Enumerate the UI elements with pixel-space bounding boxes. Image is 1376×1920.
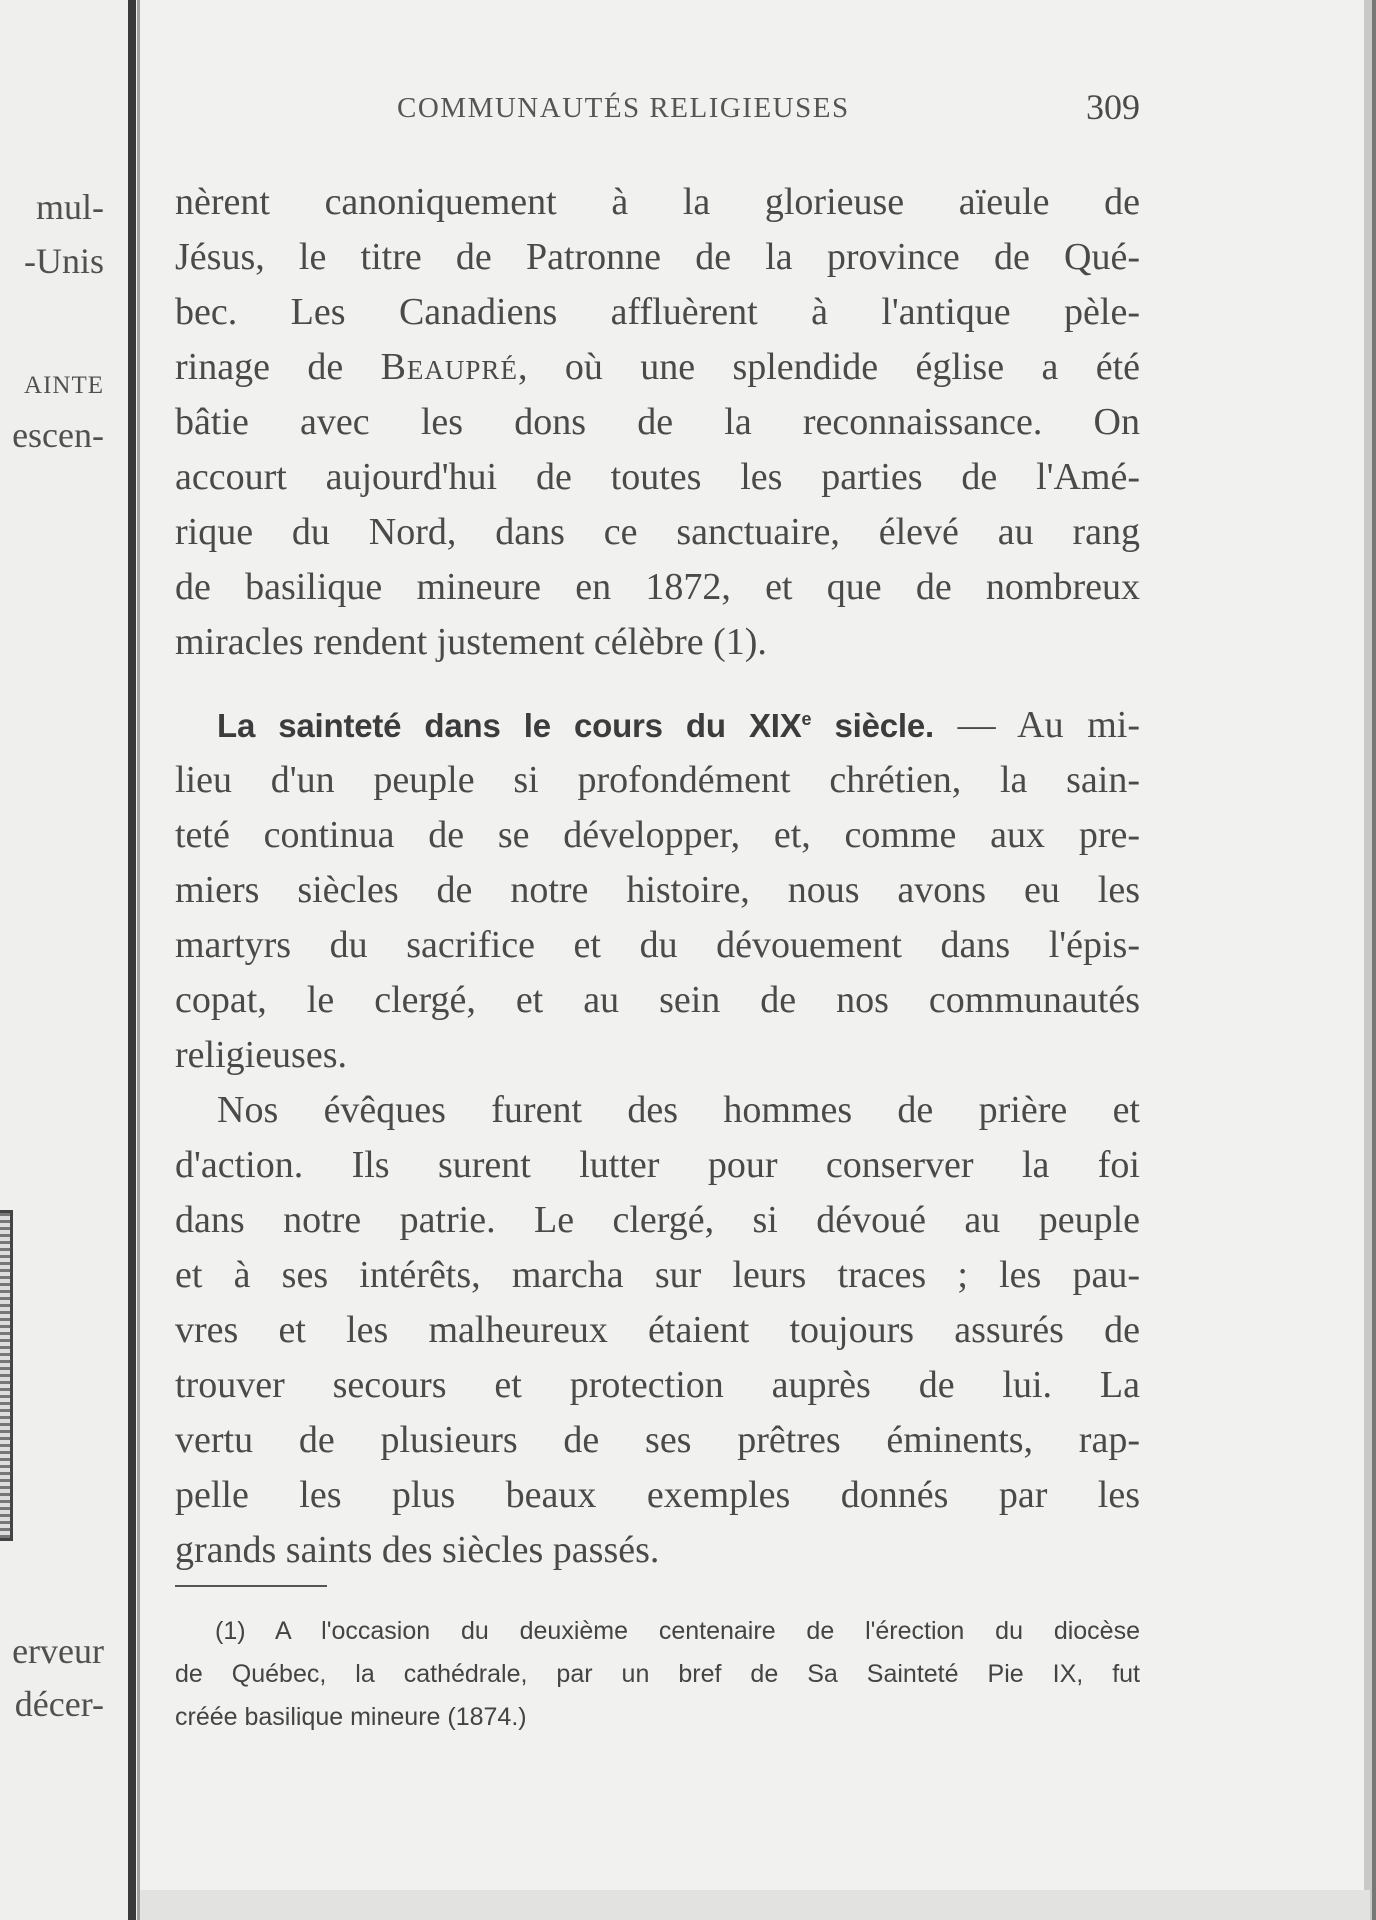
place-name: Beaupré: [380, 346, 518, 388]
text-line: pelle les plus beaux exemples donnés par les: [175, 1474, 1140, 1516]
text-line: grands saints des siècles passés.: [175, 1529, 660, 1571]
left-fragment: AINTE: [24, 372, 104, 399]
text-line: de basilique mineure en 1872, et que de nombreux: [175, 566, 1140, 608]
footnote: [175, 1610, 1140, 1739]
footnote-line: de Québec, la cathédrale, par un bref de Sa Sainteté Pie IX, fut: [175, 1660, 1140, 1688]
text-line: lieu d'un peuple si profondément chrétien, la sain-: [175, 759, 1140, 801]
text-line: rinage de Beaupré, où une splendide église a été: [175, 346, 1141, 388]
text-line: miracles rendent justement célèbre (1).: [175, 621, 767, 663]
text-line: religieuses.: [175, 1034, 348, 1076]
text-line: teté continua de se développer, et, comme aux pre-: [175, 814, 1140, 856]
text-line: trouver secours et protection auprès de lui. La: [175, 1364, 1140, 1406]
footnote-line: (1) A l'occasion du deuxième centenaire de l'érection du diocèse: [215, 1617, 1140, 1645]
left-fragment: escen-: [12, 415, 104, 455]
text-line: copat, le clergé, et au sein de nos communautés: [175, 979, 1140, 1021]
text-line: et à ses intérêts, marcha sur leurs traces ; les pau-: [175, 1254, 1140, 1296]
text-line: Nos évêques furent des hommes de prière et: [217, 1089, 1140, 1131]
text-line: La sainteté dans le cours du XIXe siècle. — Au mi-: [217, 704, 1140, 746]
text-line: miers siècles de notre histoire, nous avons eu les: [175, 869, 1140, 911]
text-line: rique du Nord, dans ce sanctuaire, élevé au rang: [175, 511, 1140, 553]
text-line: martyrs du sacrifice et du dévouement dans l'épis-: [175, 924, 1140, 966]
page-number: 309: [1086, 87, 1140, 127]
page-gutter: [128, 0, 136, 1920]
footnote-rule: [175, 1585, 327, 1587]
text-line: vertu de plusieurs de ses prêtres éminents, rap-: [175, 1419, 1140, 1461]
left-fragment: -Unis: [24, 241, 104, 281]
footnote-line: créée basilique mineure (1874.): [175, 1703, 527, 1731]
bottom-page-edge: [140, 1890, 1370, 1920]
text-line: accourt aujourd'hui de toutes les parties de l'Amé-: [175, 456, 1140, 498]
page-gutter-highlight: [137, 0, 140, 1920]
text-line: nèrent canoniquement à la glorieuse aïeule de: [175, 181, 1140, 223]
text-line: d'action. Ils surent lutter pour conserver la foi: [175, 1144, 1140, 1186]
text-line: bec. Les Canadiens affluèrent à l'antique pèle-: [175, 291, 1140, 333]
text-line: dans notre patrie. Le clergé, si dévoué au peuple: [175, 1199, 1140, 1241]
left-illustration-edge: [0, 1210, 13, 1541]
running-title: COMMUNAUTÉS RELIGIEUSES: [397, 92, 850, 124]
running-head: [175, 87, 1140, 140]
right-page-border: [1372, 0, 1376, 1920]
text-line: bâtie avec les dons de la reconnaissance. On: [175, 401, 1140, 443]
text-line: vres et les malheureux étaient toujours assurés de: [175, 1309, 1140, 1351]
previous-page-edge: [0, 0, 128, 1920]
text-line: Jésus, le titre de Patronne de la province de Qué-: [175, 236, 1140, 278]
left-fragment: mul-: [36, 187, 104, 227]
section-heading: La sainteté dans le cours du XIXe siècle.: [217, 707, 934, 744]
left-fragment: erveur: [12, 1631, 104, 1671]
body-text: [175, 175, 1140, 1578]
left-fragment: décer-: [14, 1684, 104, 1724]
